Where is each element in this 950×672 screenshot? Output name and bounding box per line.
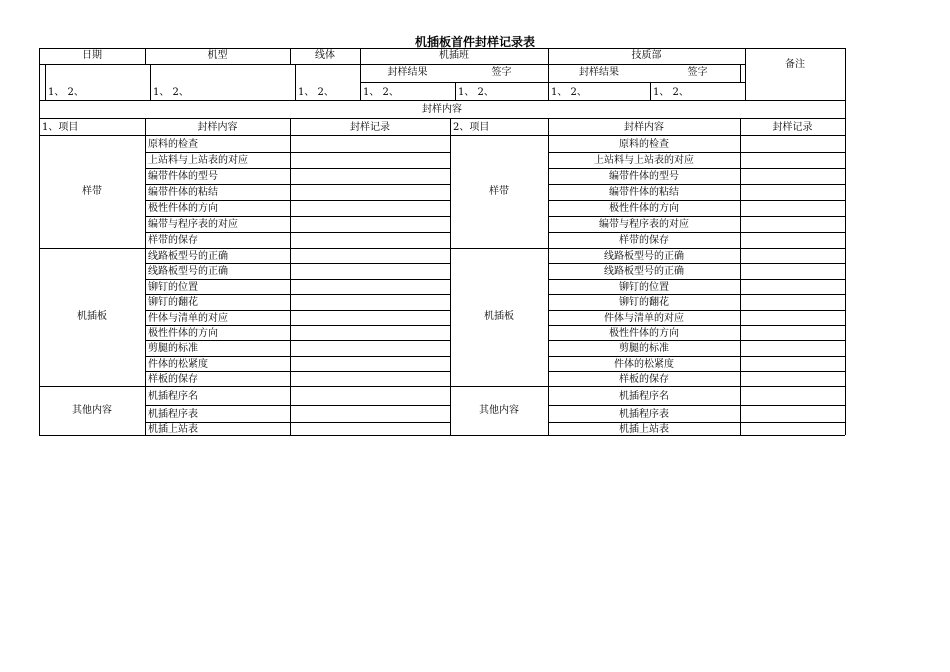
record-cell <box>740 422 845 435</box>
record-cell <box>290 135 450 152</box>
item-header: 2、项目 <box>453 122 490 133</box>
grid-line <box>360 82 745 83</box>
group-label: 机插板 <box>484 311 514 322</box>
record-cell <box>740 340 845 356</box>
seal-item-left: 样板的保存 <box>148 374 198 385</box>
record-cell <box>290 263 450 279</box>
seal-item-right: 编带件体的型号 <box>609 171 679 182</box>
seal-item-left: 线路板型号的正确 <box>148 251 228 262</box>
record-cell <box>290 310 450 325</box>
grid-line <box>39 435 145 436</box>
seal-item-left: 编带与程序表的对应 <box>148 219 238 230</box>
group-label: 样带 <box>489 186 509 197</box>
seal-item-right: 线路板型号的正确 <box>604 266 684 277</box>
record-cell <box>290 325 450 340</box>
seal-item-left: 极性件体的方向 <box>148 328 218 339</box>
record-cell <box>290 386 450 405</box>
numbering-cell: 1、 2、 <box>458 87 494 98</box>
record-cell <box>290 232 450 248</box>
group-label: 样带 <box>82 186 102 197</box>
numbering-cell: 1、 2、 <box>363 87 399 98</box>
seal-item-left: 铆钉的翻花 <box>148 297 198 308</box>
seal-item-left: 线路板型号的正确 <box>148 266 228 277</box>
seal-item-left: 极性件体的方向 <box>148 203 218 214</box>
seal-item-right: 线路板型号的正确 <box>604 251 684 262</box>
page-title: 机插板首件封样记录表 <box>414 35 535 49</box>
header-signature: 签字 <box>687 67 708 78</box>
seal-item-left: 编带件体的粘结 <box>148 187 218 198</box>
seal-item-right: 铆钉的位置 <box>619 282 669 293</box>
header-signature: 签字 <box>491 67 512 78</box>
grid-line <box>845 48 846 118</box>
numbering-cell: 1、 2、 <box>298 87 334 98</box>
seal-item-left: 件体的松紧度 <box>148 359 208 370</box>
seal-item-right: 机插程序名 <box>619 391 669 402</box>
record-cell <box>740 310 845 325</box>
record-cell <box>740 152 845 168</box>
header-seal-result: 封样结果 <box>387 67 428 78</box>
record-cell <box>740 263 845 279</box>
seal-item-right: 极性件体的方向 <box>609 203 679 214</box>
seal-item-right: 剪腿的标准 <box>619 343 669 354</box>
record-cell <box>740 325 845 340</box>
record-cell <box>290 168 450 184</box>
record-cell <box>740 371 845 386</box>
seal-item-left: 机插程序名 <box>148 391 198 402</box>
section-title: 封样内容 <box>422 104 462 115</box>
content-header: 封样内容 <box>624 122 664 133</box>
record-cell <box>740 216 845 232</box>
content-header: 封样内容 <box>197 122 238 133</box>
record-cell <box>740 405 845 422</box>
record-cell <box>290 248 450 263</box>
record-cell <box>290 422 450 435</box>
record-cell <box>740 248 845 263</box>
seal-item-right: 样板的保存 <box>619 374 669 385</box>
grid-line <box>845 118 846 435</box>
record-cell <box>290 356 450 371</box>
item-header: 1、项目 <box>42 122 79 133</box>
seal-item-left: 机插上站表 <box>148 424 198 435</box>
record-cell <box>290 371 450 386</box>
numbering-cell: 1、 2、 <box>153 87 189 98</box>
record-cell <box>290 216 450 232</box>
grid-line <box>450 435 548 436</box>
seal-item-right: 机插程序表 <box>619 409 669 420</box>
record-cell <box>290 279 450 294</box>
seal-item-right: 编带与程序表的对应 <box>599 219 689 230</box>
header-remarks: 备注 <box>785 59 805 70</box>
seal-item-left: 原料的检查 <box>148 139 198 150</box>
record-cell <box>740 279 845 294</box>
record-cell <box>740 232 845 248</box>
seal-item-right: 机插上站表 <box>619 424 669 435</box>
record-cell <box>740 168 845 184</box>
seal-item-right: 原料的检查 <box>619 139 669 150</box>
seal-item-right: 件体与清单的对应 <box>604 313 684 324</box>
seal-item-right: 上站料与上站表的对应 <box>594 155 694 166</box>
record-header: 封样记录 <box>350 122 390 133</box>
record-cell <box>740 184 845 200</box>
record-cell <box>740 356 845 371</box>
seal-item-right: 件体的松紧度 <box>614 359 674 370</box>
grid-line <box>39 118 845 119</box>
group-label: 其他内容 <box>479 405 519 416</box>
record-cell <box>740 200 845 216</box>
record-cell <box>290 340 450 356</box>
seal-item-left: 样带的保存 <box>148 235 198 246</box>
record-cell <box>290 184 450 200</box>
record-cell <box>290 294 450 310</box>
record-cell <box>740 294 845 310</box>
record-cell <box>740 135 845 152</box>
seal-item-right: 样带的保存 <box>619 235 669 246</box>
record-cell <box>290 200 450 216</box>
group-label: 机插板 <box>77 311 107 322</box>
header-date: 日期 <box>82 50 102 61</box>
header-insertion-team: 机插班 <box>439 50 469 61</box>
seal-item-right: 编带件体的粘结 <box>609 187 679 198</box>
record-cell <box>740 386 845 405</box>
record-header: 封样记录 <box>772 122 813 133</box>
seal-item-left: 铆钉的位置 <box>148 282 198 293</box>
seal-item-left: 件体与清单的对应 <box>148 313 228 324</box>
seal-item-left: 上站料与上站表的对应 <box>148 155 248 166</box>
seal-item-right: 铆钉的翻花 <box>619 297 669 308</box>
group-label: 其他内容 <box>72 405 112 416</box>
header-line: 线体 <box>315 50 335 61</box>
seal-item-right: 极性件体的方向 <box>609 328 679 339</box>
record-cell <box>290 152 450 168</box>
header-model: 机型 <box>207 50 228 61</box>
header-seal-result: 封样结果 <box>579 67 619 78</box>
grid-line <box>39 100 845 101</box>
header-quality-dept: 技质部 <box>631 50 662 61</box>
seal-item-left: 剪腿的标准 <box>148 343 198 354</box>
numbering-cell: 1、 2、 <box>653 87 689 98</box>
numbering-cell: 1、 2、 <box>48 87 84 98</box>
numbering-cell: 1、 2、 <box>551 87 587 98</box>
seal-item-left: 编带件体的型号 <box>148 171 218 182</box>
seal-item-left: 机插程序表 <box>148 409 198 420</box>
record-cell <box>290 405 450 422</box>
